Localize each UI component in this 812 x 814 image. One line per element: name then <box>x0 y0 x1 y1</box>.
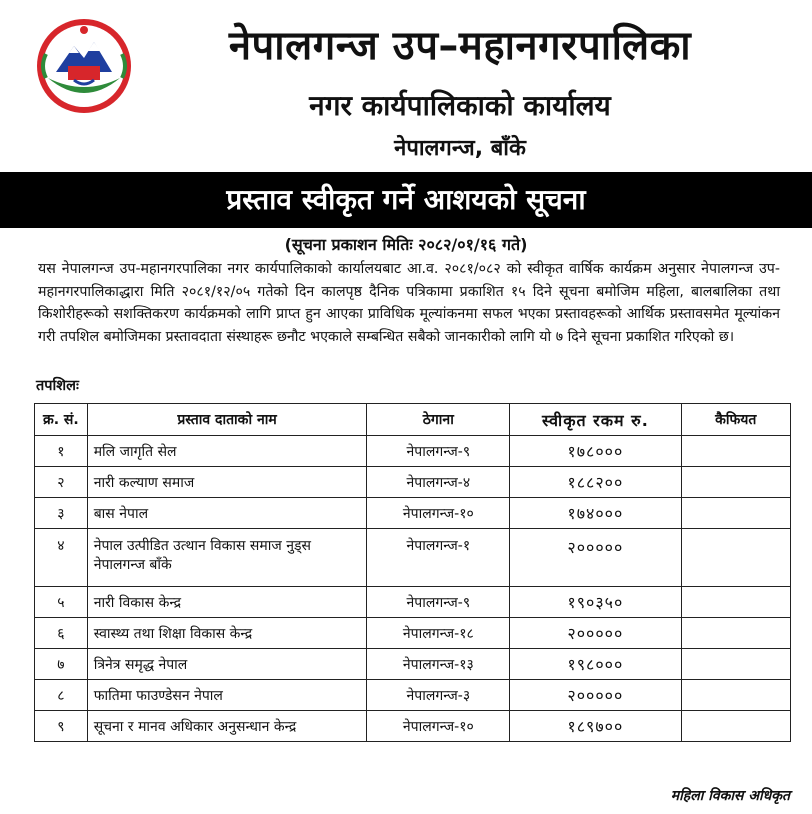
table-row <box>35 680 791 711</box>
serial-number-cell: ६ <box>35 618 88 649</box>
amount-cell: १७४००० <box>510 498 681 529</box>
proposer-name-cell: नारी कल्याण समाज <box>87 467 367 498</box>
details-label: तपशिलः <box>36 378 79 394</box>
municipality-name: नेपालगन्ज उप–महानगरपालिका <box>228 23 692 69</box>
table-row <box>35 498 791 529</box>
address-cell: नेपालगन्ज-१० <box>367 711 510 742</box>
amount-cell: २००००० <box>510 529 681 587</box>
table-row <box>35 618 791 649</box>
serial-number-cell: ५ <box>35 587 88 618</box>
address-cell: नेपालगन्ज-१८ <box>367 618 510 649</box>
table-row <box>35 711 791 742</box>
remarks-cell <box>681 436 791 467</box>
notice-title-banner: प्रस्ताव स्वीकृत गर्ने आशयको सूचना <box>0 172 812 228</box>
remarks-cell <box>681 680 791 711</box>
amount-cell: १९०३५० <box>510 587 681 618</box>
amount-cell: १९८००० <box>510 649 681 680</box>
proposer-name-cell: फातिमा फाउण्डेसन नेपाल <box>87 680 367 711</box>
remarks-cell <box>681 467 791 498</box>
remarks-cell <box>681 529 791 587</box>
address-cell: नेपालगन्ज-१३ <box>367 649 510 680</box>
address-cell: नेपालगन्ज-१ <box>367 529 510 587</box>
selected-proposals-table <box>34 403 791 742</box>
table-row <box>35 587 791 618</box>
serial-number-cell: १ <box>35 436 88 467</box>
proposer-name-cell: सूचना र मानव अधिकार अनुसन्धान केन्द्र <box>87 711 367 742</box>
notice-body-paragraph: यस नेपालगन्ज उप-महानगरपालिका नगर कार्यपालिकाको कार्यालयबाट आ.व. २०८१/०८२ को स्वीकृत वार्षिक कार्यक्रम अनुसार नेपालगन्ज उप-महानगरपालिकाद्धारा मिति २०८१/१२/०५ गतेको दिन कालपृष्ठ दैनिक पत्रिकामा प्रकाशित १५ दिने सूचना बमोजिम महिला, बालबालिका तथा किशोरीहरूको सशक्तिकरण कार्यक्रमको लागि प्राप्त हुन आएका प्राविधिक मूल्यांकनमा सफल भएका प्रस्तावहरूको आर्थिक प्रस्तावसमेत मूल्यांकन गरी तपशिल बमोजिमका प्रस्तावदाता संस्थाहरू छनौट भएकाले सम्बन्धित सबैको जानकारीको लागि यो ७ दिने सूचना प्रकाशित गरिएको छ। <box>38 261 780 345</box>
amount-cell: १७८००० <box>510 436 681 467</box>
remarks-cell <box>681 618 791 649</box>
table-header-row <box>35 404 791 436</box>
municipality-emblem-logo <box>34 16 134 116</box>
proposer-name-cell: बास नेपाल <box>87 498 367 529</box>
amount-cell: १८८२०० <box>510 467 681 498</box>
address-cell: नेपालगन्ज-१० <box>367 498 510 529</box>
serial-number-cell: ४ <box>35 529 88 587</box>
remarks-cell <box>681 498 791 529</box>
address-cell: नेपालगन्ज-९ <box>367 587 510 618</box>
proposer-name-cell: त्रिनेत्र समृद्ध नेपाल <box>87 649 367 680</box>
proposer-name-cell: नारी विकास केन्द्र <box>87 587 367 618</box>
signatory-title: महिला विकास अधिकृत <box>670 788 790 804</box>
serial-number-cell: ९ <box>35 711 88 742</box>
remarks-cell <box>681 649 791 680</box>
publication-date: (सूचना प्रकाशन मितिः २०८२/०१/१६ गते) <box>284 235 528 254</box>
table-row <box>35 649 791 680</box>
address-cell: नेपालगन्ज-९ <box>367 436 510 467</box>
table-row <box>35 529 791 587</box>
header-address: ठेगाना <box>367 404 510 436</box>
table-row <box>35 436 791 467</box>
address-cell: नेपालगन्ज-३ <box>367 680 510 711</box>
address-cell: नेपालगन्ज-४ <box>367 467 510 498</box>
amount-cell: २००००० <box>510 618 681 649</box>
table-row <box>35 467 791 498</box>
serial-number-cell: ८ <box>35 680 88 711</box>
header-remarks: कैफियत <box>681 404 791 436</box>
office-name: नगर कार्यपालिकाको कार्यालय <box>309 89 611 122</box>
amount-cell: २००००० <box>510 680 681 711</box>
proposer-name-cell: स्वास्थ्य तथा शिक्षा विकास केन्द्र <box>87 618 367 649</box>
remarks-cell <box>681 711 791 742</box>
proposer-name-cell: नेपाल उत्पीडित उत्थान विकास समाज नुड्स नेपालगन्ज बाँके <box>87 529 367 587</box>
header-proposer-name: प्रस्ताव दाताको नाम <box>87 404 367 436</box>
office-location: नेपालगन्ज, बाँके <box>394 136 526 161</box>
serial-number-cell: ७ <box>35 649 88 680</box>
header-approved-amount: स्वीकृत रकम रु. <box>510 404 681 436</box>
amount-cell: १८९७०० <box>510 711 681 742</box>
proposer-name-cell: मलि जागृति सेल <box>87 436 367 467</box>
serial-number-cell: २ <box>35 467 88 498</box>
header-serial-number: क्र. सं. <box>35 404 88 436</box>
serial-number-cell: ३ <box>35 498 88 529</box>
remarks-cell <box>681 587 791 618</box>
